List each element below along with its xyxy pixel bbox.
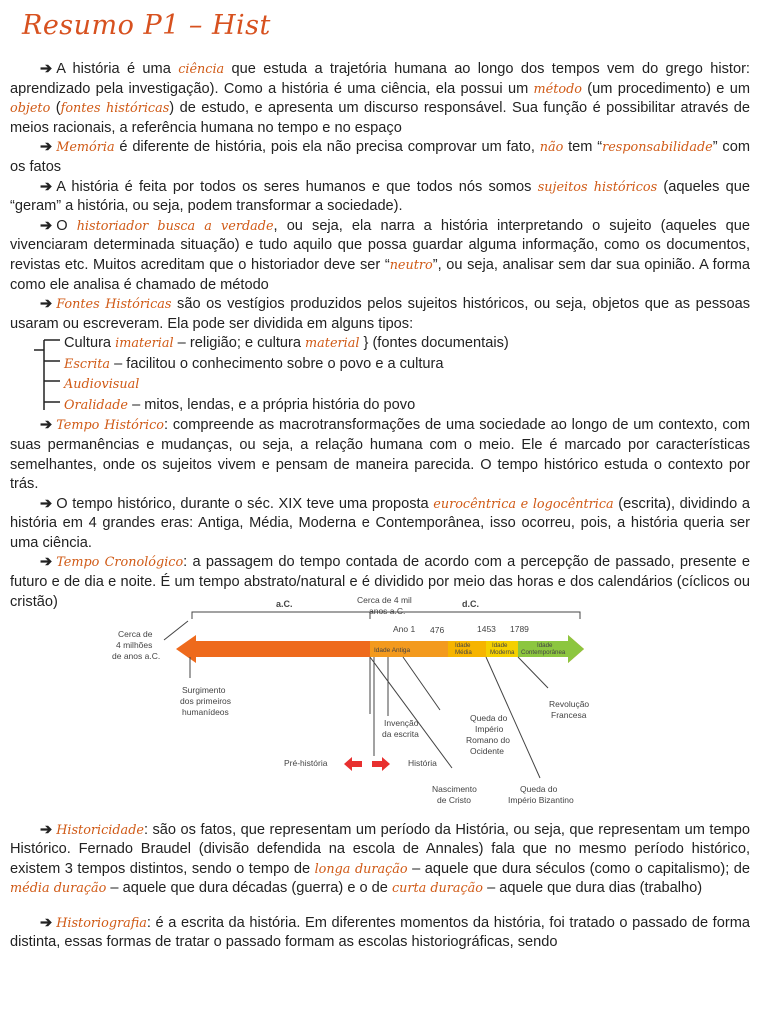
paragraph-sujeitos: ➔ A história é feita por todos os seres humanos e que todos nós somos sujeitos históricos (aqueles que “geram” a história, ou seja, podem transformar a sociedade). bbox=[10, 178, 750, 215]
arrow-icon: ➔ bbox=[40, 821, 53, 838]
nascimento-label-2: de Cristo bbox=[437, 795, 472, 805]
sources-tree bbox=[30, 334, 750, 416]
highlight-term: neutro bbox=[389, 257, 433, 273]
paragraph-eras: ➔ O tempo histórico, durante o séc. XIX teve uma proposta eurocêntrica e logocêntrica (escrita), dividindo a história em 4 grandes eras: Antiga, Média, Moderna e Contemporânea, isso ocorreu, pois, a história queria ser uma ciência. bbox=[10, 495, 750, 551]
dc-label: d.C. bbox=[462, 599, 479, 609]
highlight-term: Audiovisual bbox=[64, 377, 140, 393]
year-1453-label: 1453 bbox=[477, 624, 496, 634]
label-contemp-2: Contemporânea bbox=[521, 649, 566, 656]
ano1-label: Ano 1 bbox=[393, 624, 416, 634]
label-media-1: Idade bbox=[455, 642, 471, 649]
label-antiga: Idade Antiga bbox=[374, 647, 411, 654]
arrow-icon: ➔ bbox=[40, 296, 53, 313]
highlight-term: eurocêntrica e logocêntrica bbox=[433, 496, 614, 512]
invencao-label-1: Invenção bbox=[384, 718, 419, 728]
highlight-term: curta duração bbox=[391, 881, 484, 897]
queda-roma-label-1: Queda do bbox=[470, 713, 508, 723]
prehistoria-label: Pré-história bbox=[284, 758, 328, 768]
highlight-term: Tempo Histórico bbox=[56, 418, 164, 434]
pointer-lines bbox=[370, 657, 452, 768]
left-red-arrow-icon bbox=[344, 757, 362, 771]
highlight-term: Oralidade bbox=[64, 397, 129, 413]
tree-item-cultura: Cultura imaterial – religião; e cultura material } (fontes documentais) bbox=[64, 335, 509, 352]
highlight-term: imaterial bbox=[115, 336, 174, 352]
revolucao-label-1: Revolução bbox=[549, 699, 590, 709]
invencao-label-2: da escrita bbox=[382, 729, 419, 739]
year-476-label: 476 bbox=[430, 625, 445, 635]
document-body bbox=[10, 60, 750, 612]
highlight-term: fontes históricas bbox=[60, 101, 170, 117]
tree-item-oralidade: Oralidade – mitos, lendas, e a própria história do povo bbox=[64, 396, 416, 413]
arrow-icon: ➔ bbox=[40, 217, 53, 234]
document-body-lower bbox=[10, 806, 750, 967]
surgimento-label-3: humanídeos bbox=[182, 707, 229, 717]
highlight-term: ciência bbox=[178, 62, 225, 77]
arrow-icon: ➔ bbox=[40, 139, 53, 156]
arrow-icon: ➔ bbox=[40, 417, 53, 434]
label-contemp-1: Idade bbox=[537, 642, 553, 649]
surgimento-label-1: Surgimento bbox=[182, 685, 226, 695]
arrow-icon: ➔ bbox=[40, 178, 53, 195]
queda-roma-label-3: Romano do bbox=[466, 735, 510, 745]
highlight-term: média duração bbox=[10, 881, 107, 897]
highlight-term: Historiografia bbox=[56, 915, 147, 931]
highlight-term: Historicidade bbox=[56, 822, 144, 838]
paragraph-historicidade: ➔ Historicidade: são os fatos, que representam um período da História, ou seja, que representam um tempo Histórico. Fernado Braudel (divisão defendida na escola de Annales) fala que no mesmo período histórico, existem 3 tempos distintos, sendo o tempo de longa duração – aquele que dura séculos (como o capitalismo); de média duração – aquele que dura décadas (guerra) e o de curta duração – aquele que dura dias (trabalho) bbox=[10, 821, 750, 897]
nascimento-label-1: Nascimento bbox=[432, 784, 477, 794]
paragraph-historiador: ➔ O historiador busca a verdade, ou seja, ela narra a história interpretando o sujeito (aqueles que vivenciaram determinada situação) e tudo aquilo que possa guardar alguma informação, como os documentos, revistas etc. Muitos acreditam que o historiador deve ser “neutro”, ou seja, analisar sem dar sua opinião. A forma como ele analisa é chamado de método bbox=[10, 217, 751, 293]
paragraph-memoria: ➔ Memória é diferente de história, pois ela não precisa comprovar um fato, não tem “responsabilidade” com os fatos bbox=[10, 139, 750, 175]
timeline-diagram bbox=[0, 590, 768, 810]
right-red-arrow-icon bbox=[372, 757, 390, 771]
cerca-4mi-label-2: 4 milhões bbox=[116, 640, 153, 650]
surgimento-label-2: dos primeiros bbox=[180, 696, 232, 706]
pointer-line bbox=[164, 621, 188, 640]
highlight-term: Tempo Cronológico bbox=[56, 555, 184, 571]
historia-label: História bbox=[408, 758, 437, 768]
arrow-icon: ➔ bbox=[40, 554, 53, 571]
highlight-term: Fontes Históricas bbox=[56, 297, 172, 313]
highlight-term: objeto bbox=[10, 101, 51, 117]
paragraph-tempo-cronologico: ➔ Tempo Cronológico: a passagem do tempo contada de acordo com a percepção de passado, presente e futuro e de dia e noite. É um tempo abstrato/natural e é dividido por meio das horas e dos calendários (cíclicos ou cristão) bbox=[10, 554, 751, 610]
cerca-4mi-label-3: de anos a.C. bbox=[112, 651, 161, 661]
highlight-term: Escrita bbox=[64, 356, 111, 372]
highlight-term: não bbox=[539, 140, 564, 156]
cerca-4mil-label: Cerca de 4 mil bbox=[357, 595, 412, 605]
cerca-4mi-label-1: Cerca de bbox=[118, 629, 153, 639]
paragraph-historia: ➔ A história é uma ciência que estuda a trajetória humana ao longo dos tempos vem do grego histor: aprendizado pela investigação). Como a história é uma ciência, ela possui um método (um procedimento) e um objeto (fontes históricas) de estudo, e apresenta um discurso responsável. Sua função é possibilitar através de meios racionais, a referência humana no tempo e no espaço bbox=[10, 61, 750, 136]
bizantino-label-1: Queda do bbox=[520, 784, 558, 794]
arrow-icon: ➔ bbox=[40, 914, 53, 931]
highlight-term: método bbox=[533, 81, 582, 97]
queda-roma-label-4: Ocidente bbox=[470, 746, 505, 756]
arrow-icon: ➔ bbox=[40, 61, 53, 77]
year-1789-label: 1789 bbox=[510, 624, 529, 634]
highlight-term: historiador busca a verdade bbox=[76, 218, 274, 234]
paragraph-tempo-historico: ➔ Tempo Histórico: compreende as macrotransformações de uma sociedade ao longo de um contexto, com suas permanências e mudanças, ou seja, a relação humana com o meio. Ele é marcado por características semelhantes, onde os sujeitos vivem e pensam de maneira parecida. O tempo histórico estuda o contexto por trás. bbox=[10, 417, 750, 493]
page-title: Resumo P1 – Hist bbox=[22, 10, 271, 41]
anos-ac-label: anos a.C. bbox=[369, 606, 406, 616]
revolucao-label-2: Francesa bbox=[551, 710, 587, 720]
label-media-2: Média bbox=[455, 649, 472, 656]
paragraph-fontes: ➔ Fontes Históricas são os vestígios produzidos pelos sujeitos históricos, ou seja, objetos que as pessoas usaram ou escreveram. Ela pode ser dividida em alguns tipos: bbox=[10, 296, 750, 332]
highlight-term: material bbox=[305, 336, 360, 352]
bizantino-label-2: Império Bizantino bbox=[508, 795, 574, 805]
label-moderna-1: Idade bbox=[492, 642, 508, 649]
label-moderna-2: Moderna bbox=[490, 649, 515, 656]
tree-item-audiovisual bbox=[30, 375, 750, 396]
highlight-term: sujeitos históricos bbox=[537, 179, 658, 195]
ac-label: a.C. bbox=[276, 599, 293, 609]
highlight-term: longa duração bbox=[314, 861, 408, 877]
highlight-term: Memória bbox=[56, 140, 115, 156]
queda-roma-label-2: Império bbox=[475, 724, 504, 734]
paragraph-historiografia: ➔ Historiografia: é a escrita da história. Em diferentes momentos da história, foi tratado o passado de forma distinta, essas formas de tratar o passado formam as escolas historiográficas, sendo bbox=[10, 914, 750, 951]
tree-item-escrita: Escrita – facilitou o conhecimento sobre o povo e a cultura bbox=[64, 355, 444, 372]
highlight-term: responsabilidade bbox=[602, 140, 713, 156]
arrow-icon: ➔ bbox=[40, 495, 53, 512]
